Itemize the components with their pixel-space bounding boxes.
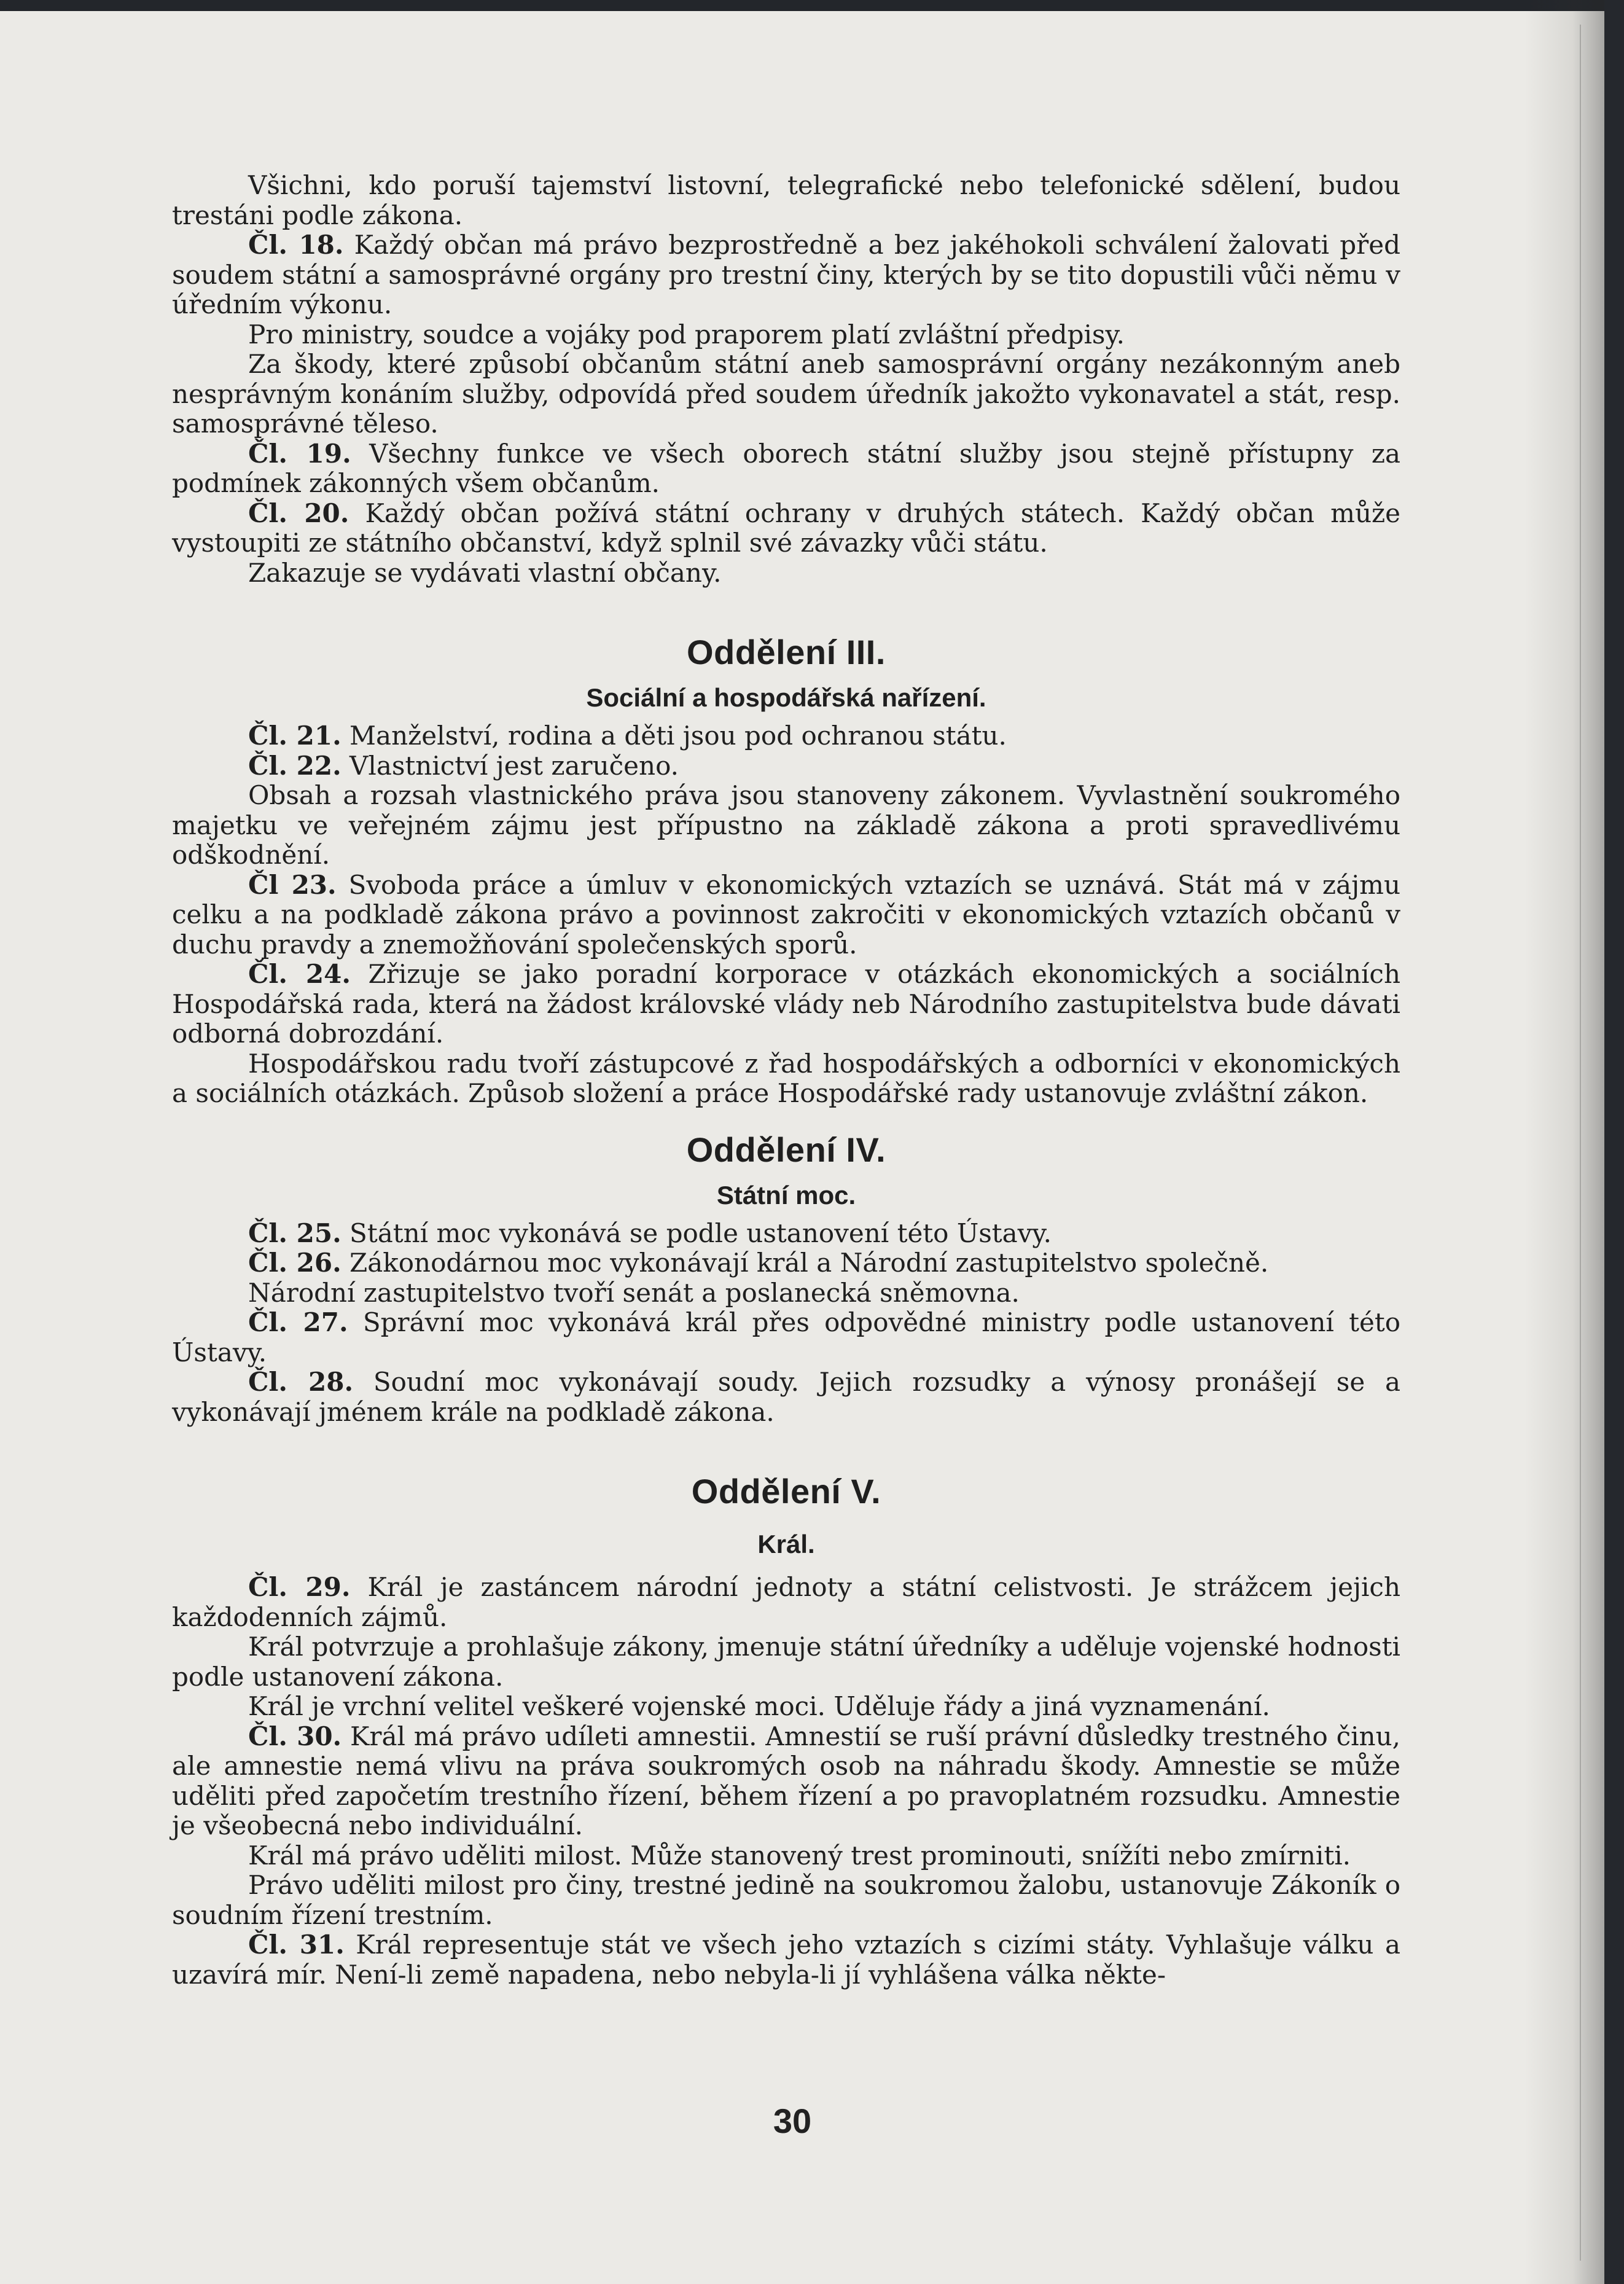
article-number: Čl. 29. bbox=[248, 1572, 351, 1602]
scan-right-edge bbox=[1604, 0, 1624, 2284]
article-number: Čl. 30. bbox=[248, 1721, 342, 1751]
article-number: Čl. 25. bbox=[248, 1218, 342, 1248]
article-text: Všechny funkce ve všech oborech státní služby jsou stejně přístupny za podmínek zákonných všem občanům. bbox=[172, 438, 1400, 498]
article-23 bbox=[172, 870, 1400, 960]
paragraph: Král je vrchní velitel veškeré vojenské moci. Uděluje řády a jiná vyznamenání. bbox=[248, 1691, 1270, 1721]
article-number: Čl 23. bbox=[248, 869, 337, 900]
article-number: Čl. 27. bbox=[248, 1307, 348, 1337]
paragraph: Všichni, kdo poruší tajemství listovní, telegrafické nebo telefonické sdělení, budou trestáni podle zákona. bbox=[172, 170, 1400, 230]
paragraph: Zakazuje se vydávati vlastní občany. bbox=[248, 557, 722, 588]
paragraph: Národní zastupitelstvo tvoří senát a poslanecká sněmovna. bbox=[248, 1277, 1020, 1308]
article-text: Manželství, rodina a děti jsou pod ochranou státu. bbox=[341, 721, 1007, 751]
article-text: Každý občan požívá státní ochrany v druhých státech. Každý občan může vystoupiti ze státního občanství, když splnil své závazky vůči státu. bbox=[172, 498, 1401, 558]
article-number: Čl. 19. bbox=[248, 438, 351, 469]
article-30 bbox=[172, 1722, 1400, 1841]
page-fold-line bbox=[1580, 25, 1581, 2261]
page-number: 30 bbox=[773, 2102, 812, 2140]
section-title: Oddělení IV. bbox=[686, 1130, 886, 1169]
section-subtitle: Státní moc. bbox=[716, 1180, 856, 1210]
article-number: Čl. 20. bbox=[248, 498, 349, 528]
article-number: Čl. 28. bbox=[248, 1367, 354, 1397]
section-title: Oddělení III. bbox=[687, 633, 886, 671]
scan-top-edge bbox=[0, 0, 1624, 11]
paragraph: Král má právo uděliti milost. Může stanovený trest prominouti, snížíti nebo zmírniti. bbox=[248, 1840, 1351, 1871]
article-text: Státní moc vykonává se podle ustanovení této Ústavy. bbox=[341, 1218, 1052, 1248]
article-text: Zákonodárnou moc vykonávají král a Národní zastupitelstvo společně. bbox=[341, 1248, 1269, 1278]
paragraph: Hospodářskou radu tvoří zástupcové z řad hospodářských a odborníci v ekonomických a sociálních otázkách. Způsob složení a práce Hospodářské rady ustanovuje zvláštní zákon. bbox=[172, 1048, 1400, 1108]
paragraph: Právo uděliti milost pro činy, trestné jedině na soukromou žalobu, ustanovuje Zákoník o soudním řízení trestním. bbox=[172, 1870, 1400, 1930]
article-number: Čl. 21. bbox=[248, 721, 342, 751]
article-number: Čl. 18. bbox=[248, 230, 344, 260]
article-number: Čl. 22. bbox=[248, 750, 342, 781]
article-text: Soudní moc vykonávají soudy. Jejich rozsudky a výnosy pronášejí se a vykonávají jménem krále na podkladě zákona. bbox=[172, 1367, 1400, 1427]
article-number: Čl. 26. bbox=[248, 1248, 342, 1278]
paragraph: Za škody, které způsobí občanům státní aneb samosprávní orgány nezákonným aneb nesprávným konáním služby, odpovídá před soudem úředník jakožto vykonavatel a stát, resp. samosprávné těleso. bbox=[172, 349, 1400, 439]
paragraph: Král potvrzuje a prohlašuje zákony, jmenuje státní úředníky a uděluje vojenské hodnosti podle ustanovení zákona. bbox=[172, 1632, 1400, 1692]
section-subtitle: Sociální a hospodářská nařízení. bbox=[586, 683, 986, 712]
article-24 bbox=[172, 960, 1400, 1049]
paragraph: Obsah a rozsah vlastnického práva jsou stanoveny zákonem. Vyvlastnění soukromého majetku ve veřejném zájmu jest přípustno na základě zákona a proti spravedlivému odškodnění. bbox=[172, 780, 1400, 870]
article-21 bbox=[172, 721, 1400, 751]
article-text: Svoboda práce a úmluv v ekonomických vztazích se uznává. Stát má v zájmu celku a na podkladě zákona právo a povinnost zakročiti v ekonomických vztazích občanů v duchu pravdy a znemožňování společenských sporů. bbox=[172, 869, 1400, 960]
page-body bbox=[172, 171, 1400, 2137]
article-text: Vlastnictví jest zaručeno. bbox=[341, 750, 679, 781]
article-19 bbox=[172, 439, 1400, 499]
article-text: Král má právo udíleti amnestii. Amnestií se ruší právní důsledky trestného činu, ale amnestie nemá vlivu na práva soukromých osob na náhradu škody. Amnestie se může uděliti před započetím trestního řízení, během řízení a po pravoplatném rozsudku. Amnestie je všeobecná nebo individuální. bbox=[172, 1721, 1400, 1840]
article-22 bbox=[172, 751, 1400, 781]
article-27 bbox=[172, 1308, 1400, 1367]
article-text: Každý občan má právo bezprostředně a bez jakéhokoli schválení žalovati před soudem státní a samosprávné orgány pro trestní činy, kterých by se tito dopustili vůči němu v úředním výkonu. bbox=[172, 230, 1400, 319]
article-26 bbox=[172, 1248, 1400, 1278]
article-number: Čl. 31. bbox=[248, 1930, 345, 1960]
article-29 bbox=[172, 1573, 1400, 1632]
article-18 bbox=[172, 230, 1400, 320]
article-20 bbox=[172, 499, 1400, 558]
section-subtitle: Král. bbox=[757, 1530, 815, 1559]
article-text: Král je zastáncem národní jednoty a státní celistvosti. Je strážcem jejich každodenních zájmů. bbox=[172, 1572, 1400, 1632]
article-text: Správní moc vykonává král přes odpovědné ministry podle ustanovení této Ústavy. bbox=[172, 1307, 1400, 1367]
article-25 bbox=[172, 1219, 1400, 1249]
page-fold-shadow bbox=[1524, 0, 1604, 2284]
article-number: Čl. 24. bbox=[248, 959, 351, 989]
article-28 bbox=[172, 1367, 1400, 1427]
article-31 bbox=[172, 1930, 1400, 1990]
section-title: Oddělení V. bbox=[691, 1472, 881, 1511]
article-text: Zřizuje se jako poradní korporace v otázkách ekonomických a sociálních Hospodářská rada, která na žádost královské vlády neb Národního zastupitelstva bude dávati odborná dobrozdání. bbox=[172, 959, 1400, 1049]
article-text: Král representuje stát ve všech jeho vztazích s cizími státy. Vyhlašuje válku a uzavírá mír. Není-li země napadena, nebo nebyla-li jí vyhlášena válka někte- bbox=[172, 1930, 1400, 1990]
paragraph: Pro ministry, soudce a vojáky pod praporem platí zvláštní předpisy. bbox=[248, 319, 1125, 350]
